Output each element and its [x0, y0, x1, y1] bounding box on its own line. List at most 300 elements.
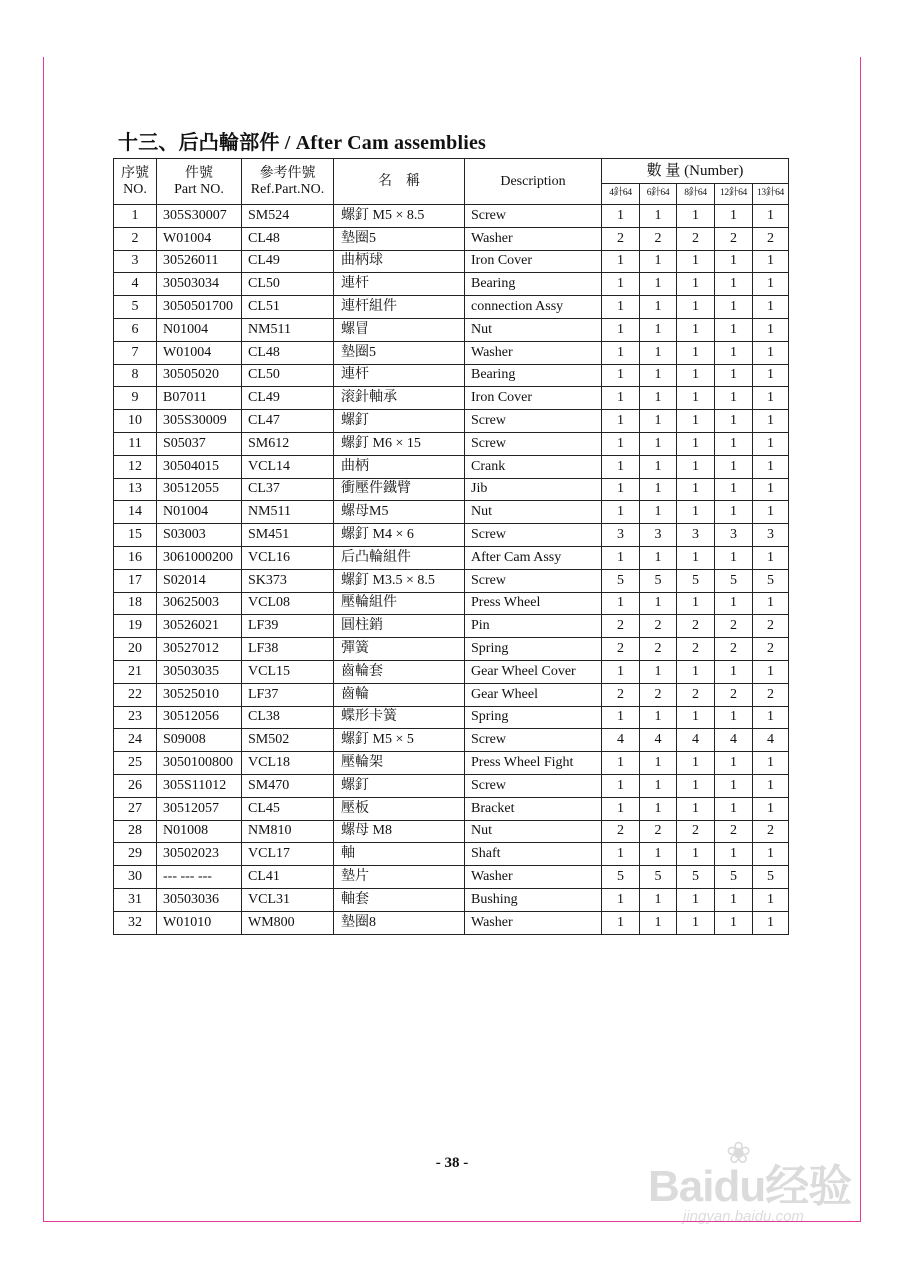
- cell-quantity: 3: [640, 524, 677, 547]
- cell-quantity: 5: [677, 569, 715, 592]
- cell-quantity: 1: [753, 410, 789, 433]
- cell-ref-part-no: CL51: [242, 296, 334, 319]
- cell-no: 7: [114, 341, 157, 364]
- cell-quantity: 1: [640, 273, 677, 296]
- cell-quantity: 1: [640, 660, 677, 683]
- table-row: [114, 797, 789, 820]
- table-header: [114, 159, 789, 205]
- cell-ref-part-no: CL41: [242, 866, 334, 889]
- header-qty-col: 8針64: [677, 184, 715, 205]
- cell-quantity: 1: [715, 455, 753, 478]
- cell-quantity: 1: [715, 296, 753, 319]
- cell-part-no: 30527012: [157, 638, 242, 661]
- cell-description: Gear Wheel: [465, 683, 602, 706]
- cell-no: 1: [114, 205, 157, 228]
- cell-quantity: 1: [602, 911, 640, 934]
- cell-quantity: 1: [602, 478, 640, 501]
- cell-ref-part-no: VCL15: [242, 660, 334, 683]
- cell-ref-part-no: VCL14: [242, 455, 334, 478]
- cell-quantity: 2: [640, 683, 677, 706]
- cell-ref-part-no: VCL31: [242, 888, 334, 911]
- cell-quantity: 2: [753, 638, 789, 661]
- cell-ref-part-no: CL47: [242, 410, 334, 433]
- cell-quantity: 5: [640, 569, 677, 592]
- cell-quantity: 2: [715, 615, 753, 638]
- cell-quantity: 1: [640, 341, 677, 364]
- cell-quantity: 2: [715, 683, 753, 706]
- cell-description: Washer: [465, 866, 602, 889]
- cell-quantity: 2: [753, 615, 789, 638]
- cell-part-no: S02014: [157, 569, 242, 592]
- cell-name: 螺母 M8: [334, 820, 465, 843]
- cell-ref-part-no: SM612: [242, 432, 334, 455]
- cell-quantity: 1: [753, 387, 789, 410]
- cell-quantity: 1: [677, 501, 715, 524]
- cell-quantity: 1: [715, 273, 753, 296]
- cell-quantity: 1: [753, 592, 789, 615]
- cell-description: Shaft: [465, 843, 602, 866]
- cell-part-no: 30504015: [157, 455, 242, 478]
- cell-name: 曲柄: [334, 455, 465, 478]
- cell-ref-part-no: NM810: [242, 820, 334, 843]
- cell-no: 12: [114, 455, 157, 478]
- cell-ref-part-no: LF38: [242, 638, 334, 661]
- cell-quantity: 1: [677, 797, 715, 820]
- cell-quantity: 2: [602, 615, 640, 638]
- table-row: [114, 660, 789, 683]
- cell-quantity: 1: [677, 273, 715, 296]
- cell-quantity: 2: [602, 227, 640, 250]
- cell-name: 連杆組件: [334, 296, 465, 319]
- cell-part-no: 30502023: [157, 843, 242, 866]
- cell-quantity: 1: [753, 296, 789, 319]
- table-row: [114, 592, 789, 615]
- cell-name: 螺母M5: [334, 501, 465, 524]
- cell-name: 墊圈5: [334, 227, 465, 250]
- cell-name: 軸: [334, 843, 465, 866]
- cell-ref-part-no: SM524: [242, 205, 334, 228]
- cell-description: Nut: [465, 318, 602, 341]
- cell-quantity: 2: [602, 683, 640, 706]
- cell-ref-part-no: CL37: [242, 478, 334, 501]
- cell-quantity: 5: [602, 866, 640, 889]
- cell-part-no: S03003: [157, 524, 242, 547]
- cell-quantity: 4: [677, 729, 715, 752]
- cell-quantity: 1: [715, 660, 753, 683]
- cell-quantity: 1: [602, 797, 640, 820]
- cell-name: 后凸輪組件: [334, 546, 465, 569]
- table-row: [114, 387, 789, 410]
- cell-quantity: 1: [677, 752, 715, 775]
- cell-quantity: 1: [602, 250, 640, 273]
- cell-quantity: 1: [640, 797, 677, 820]
- cell-no: 18: [114, 592, 157, 615]
- cell-quantity: 1: [640, 774, 677, 797]
- cell-description: Jib: [465, 478, 602, 501]
- header-qty-col: 4針64: [602, 184, 640, 205]
- cell-quantity: 1: [602, 296, 640, 319]
- cell-quantity: 1: [602, 843, 640, 866]
- cell-quantity: 1: [753, 432, 789, 455]
- cell-quantity: 1: [677, 341, 715, 364]
- cell-quantity: 1: [715, 843, 753, 866]
- cell-no: 31: [114, 888, 157, 911]
- cell-name: 齒輪套: [334, 660, 465, 683]
- cell-description: connection Assy: [465, 296, 602, 319]
- cell-quantity: 1: [602, 432, 640, 455]
- cell-name: 軸套: [334, 888, 465, 911]
- cell-part-no: 30512056: [157, 706, 242, 729]
- cell-quantity: 1: [640, 250, 677, 273]
- cell-no: 10: [114, 410, 157, 433]
- cell-quantity: 1: [753, 752, 789, 775]
- cell-description: Pin: [465, 615, 602, 638]
- cell-no: 23: [114, 706, 157, 729]
- cell-quantity: 1: [715, 205, 753, 228]
- cell-quantity: 1: [715, 546, 753, 569]
- cell-quantity: 1: [640, 911, 677, 934]
- cell-quantity: 2: [753, 683, 789, 706]
- cell-no: 17: [114, 569, 157, 592]
- cell-description: Gear Wheel Cover: [465, 660, 602, 683]
- cell-quantity: 1: [602, 273, 640, 296]
- watermark-logo: Baidu经验: [648, 1162, 852, 1211]
- cell-name: 齒輪: [334, 683, 465, 706]
- cell-ref-part-no: SM470: [242, 774, 334, 797]
- cell-description: Screw: [465, 410, 602, 433]
- table-row: [114, 546, 789, 569]
- cell-description: Crank: [465, 455, 602, 478]
- cell-name: 滚針軸承: [334, 387, 465, 410]
- cell-part-no: 30526021: [157, 615, 242, 638]
- cell-quantity: 2: [753, 820, 789, 843]
- cell-quantity: 1: [602, 546, 640, 569]
- cell-quantity: 1: [753, 843, 789, 866]
- cell-ref-part-no: CL50: [242, 273, 334, 296]
- table-row: [114, 455, 789, 478]
- cell-ref-part-no: CL48: [242, 341, 334, 364]
- cell-part-no: W01004: [157, 227, 242, 250]
- parts-table: [113, 158, 789, 935]
- cell-quantity: 1: [715, 706, 753, 729]
- cell-part-no: 3050100800: [157, 752, 242, 775]
- cell-quantity: 1: [677, 774, 715, 797]
- cell-no: 19: [114, 615, 157, 638]
- cell-no: 5: [114, 296, 157, 319]
- section-title: 十三、后凸輪部件 / After Cam assemblies: [118, 132, 487, 154]
- header-qty-col: 13針64: [753, 184, 789, 205]
- cell-quantity: 1: [715, 318, 753, 341]
- cell-no: 3: [114, 250, 157, 273]
- cell-part-no: 3061000200: [157, 546, 242, 569]
- cell-no: 25: [114, 752, 157, 775]
- cell-quantity: 1: [715, 797, 753, 820]
- cell-quantity: 2: [677, 615, 715, 638]
- cell-quantity: 1: [753, 455, 789, 478]
- cell-quantity: 1: [715, 752, 753, 775]
- cell-quantity: 1: [677, 455, 715, 478]
- cell-quantity: 1: [677, 911, 715, 934]
- cell-quantity: 2: [753, 227, 789, 250]
- cell-description: Bearing: [465, 273, 602, 296]
- cell-quantity: 3: [602, 524, 640, 547]
- paw-icon: ❀: [726, 1137, 752, 1170]
- cell-ref-part-no: SK373: [242, 569, 334, 592]
- cell-name: 墊圈5: [334, 341, 465, 364]
- watermark: [648, 1137, 858, 1240]
- cell-quantity: 1: [753, 478, 789, 501]
- cell-quantity: 1: [640, 478, 677, 501]
- cell-name: 彈簧: [334, 638, 465, 661]
- table-row: [114, 638, 789, 661]
- cell-no: 27: [114, 797, 157, 820]
- cell-quantity: 1: [715, 774, 753, 797]
- cell-quantity: 5: [640, 866, 677, 889]
- header-name: 名 稱: [334, 159, 465, 205]
- cell-quantity: 2: [640, 615, 677, 638]
- cell-quantity: 1: [677, 546, 715, 569]
- cell-no: 26: [114, 774, 157, 797]
- cell-description: Screw: [465, 205, 602, 228]
- cell-quantity: 1: [715, 592, 753, 615]
- watermark-url: jingyan.baidu.com: [683, 1208, 804, 1225]
- cell-no: 14: [114, 501, 157, 524]
- cell-quantity: 2: [640, 638, 677, 661]
- page-border-left: [43, 57, 44, 1222]
- cell-name: 墊片: [334, 866, 465, 889]
- cell-description: Screw: [465, 729, 602, 752]
- cell-no: 24: [114, 729, 157, 752]
- cell-quantity: 1: [640, 432, 677, 455]
- page-border-right: [860, 57, 861, 1222]
- cell-description: Spring: [465, 706, 602, 729]
- cell-part-no: 30505020: [157, 364, 242, 387]
- cell-no: 28: [114, 820, 157, 843]
- cell-ref-part-no: NM511: [242, 318, 334, 341]
- cell-ref-part-no: WM800: [242, 911, 334, 934]
- table-row: [114, 227, 789, 250]
- cell-name: 螺釘: [334, 410, 465, 433]
- cell-no: 9: [114, 387, 157, 410]
- cell-quantity: 1: [640, 205, 677, 228]
- cell-quantity: 1: [715, 432, 753, 455]
- cell-quantity: 2: [715, 638, 753, 661]
- cell-quantity: 1: [715, 341, 753, 364]
- cell-part-no: 305S30007: [157, 205, 242, 228]
- cell-part-no: 30503035: [157, 660, 242, 683]
- cell-part-no: 305S30009: [157, 410, 242, 433]
- cell-no: 30: [114, 866, 157, 889]
- table-row: [114, 341, 789, 364]
- cell-ref-part-no: CL50: [242, 364, 334, 387]
- cell-quantity: 1: [640, 843, 677, 866]
- cell-no: 32: [114, 911, 157, 934]
- table-row: [114, 888, 789, 911]
- cell-part-no: 30625003: [157, 592, 242, 615]
- table-row: [114, 820, 789, 843]
- cell-name: 壓板: [334, 797, 465, 820]
- cell-no: 2: [114, 227, 157, 250]
- cell-name: 壓輪組件: [334, 592, 465, 615]
- cell-ref-part-no: NM511: [242, 501, 334, 524]
- cell-name: 圓柱銷: [334, 615, 465, 638]
- cell-no: 11: [114, 432, 157, 455]
- cell-description: Iron Cover: [465, 387, 602, 410]
- cell-quantity: 2: [677, 227, 715, 250]
- cell-part-no: B07011: [157, 387, 242, 410]
- cell-quantity: 1: [602, 888, 640, 911]
- table-row: [114, 432, 789, 455]
- cell-quantity: 1: [753, 364, 789, 387]
- cell-description: Nut: [465, 820, 602, 843]
- table-row: [114, 911, 789, 934]
- cell-quantity: 1: [715, 387, 753, 410]
- cell-quantity: 5: [715, 569, 753, 592]
- table-row: [114, 683, 789, 706]
- table-row: [114, 478, 789, 501]
- cell-quantity: 2: [602, 638, 640, 661]
- cell-quantity: 1: [753, 774, 789, 797]
- cell-name: 連杆: [334, 273, 465, 296]
- cell-description: Bracket: [465, 797, 602, 820]
- cell-quantity: 2: [677, 638, 715, 661]
- cell-no: 4: [114, 273, 157, 296]
- cell-name: 連杆: [334, 364, 465, 387]
- cell-quantity: 1: [677, 387, 715, 410]
- cell-quantity: 1: [753, 318, 789, 341]
- page-number: - 38 -: [435, 1155, 469, 1171]
- cell-ref-part-no: VCL18: [242, 752, 334, 775]
- cell-quantity: 1: [715, 478, 753, 501]
- cell-quantity: 1: [677, 478, 715, 501]
- table-body: [114, 205, 789, 935]
- cell-quantity: 1: [602, 660, 640, 683]
- cell-name: 墊圈8: [334, 911, 465, 934]
- cell-quantity: 1: [640, 752, 677, 775]
- cell-description: Bushing: [465, 888, 602, 911]
- cell-quantity: 1: [677, 410, 715, 433]
- cell-quantity: 1: [753, 911, 789, 934]
- table-row: [114, 250, 789, 273]
- cell-description: Bearing: [465, 364, 602, 387]
- cell-name: 螺釘 M5 × 5: [334, 729, 465, 752]
- cell-quantity: 1: [640, 364, 677, 387]
- cell-quantity: 1: [602, 455, 640, 478]
- table-row: [114, 410, 789, 433]
- cell-ref-part-no: CL49: [242, 250, 334, 273]
- table-row: [114, 843, 789, 866]
- cell-description: Screw: [465, 524, 602, 547]
- cell-quantity: 1: [640, 888, 677, 911]
- cell-quantity: 3: [753, 524, 789, 547]
- cell-part-no: 30525010: [157, 683, 242, 706]
- cell-part-no: 30526011: [157, 250, 242, 273]
- cell-no: 6: [114, 318, 157, 341]
- table-row: [114, 273, 789, 296]
- cell-quantity: 1: [602, 205, 640, 228]
- table-row: [114, 501, 789, 524]
- cell-no: 16: [114, 546, 157, 569]
- cell-name: 螺冒: [334, 318, 465, 341]
- cell-name: 曲柄球: [334, 250, 465, 273]
- cell-quantity: 1: [640, 706, 677, 729]
- cell-name: 螺釘 M6 × 15: [334, 432, 465, 455]
- cell-quantity: 1: [753, 888, 789, 911]
- cell-name: 螺釘: [334, 774, 465, 797]
- table-row: [114, 205, 789, 228]
- cell-no: 15: [114, 524, 157, 547]
- cell-quantity: 2: [602, 820, 640, 843]
- cell-quantity: 1: [677, 660, 715, 683]
- cell-ref-part-no: SM451: [242, 524, 334, 547]
- cell-part-no: 30503034: [157, 273, 242, 296]
- cell-part-no: N01004: [157, 318, 242, 341]
- cell-quantity: 5: [677, 866, 715, 889]
- cell-quantity: 3: [715, 524, 753, 547]
- cell-quantity: 2: [715, 820, 753, 843]
- table-row: [114, 524, 789, 547]
- cell-part-no: N01004: [157, 501, 242, 524]
- table-row: [114, 296, 789, 319]
- cell-name: 衝壓件鐵臂: [334, 478, 465, 501]
- cell-quantity: 1: [753, 706, 789, 729]
- cell-quantity: 2: [677, 820, 715, 843]
- cell-quantity: 1: [640, 501, 677, 524]
- cell-quantity: 1: [602, 592, 640, 615]
- cell-quantity: 2: [640, 820, 677, 843]
- cell-name: 蝶形卡簧: [334, 706, 465, 729]
- cell-quantity: 1: [715, 364, 753, 387]
- cell-name: 螺釘 M5 × 8.5: [334, 205, 465, 228]
- cell-quantity: 1: [753, 501, 789, 524]
- table-row: [114, 615, 789, 638]
- header-ref-part-no: 參考件號 Ref.Part.NO.: [242, 159, 334, 205]
- cell-ref-part-no: CL48: [242, 227, 334, 250]
- cell-quantity: 3: [677, 524, 715, 547]
- cell-quantity: 1: [753, 250, 789, 273]
- cell-quantity: 1: [715, 501, 753, 524]
- cell-quantity: 1: [640, 455, 677, 478]
- cell-quantity: 5: [715, 866, 753, 889]
- table-row: [114, 364, 789, 387]
- cell-quantity: 1: [677, 888, 715, 911]
- cell-quantity: 5: [753, 569, 789, 592]
- header-qty-col: 6針64: [640, 184, 677, 205]
- cell-quantity: 1: [602, 410, 640, 433]
- cell-quantity: 5: [602, 569, 640, 592]
- cell-no: 22: [114, 683, 157, 706]
- table-row: [114, 729, 789, 752]
- cell-quantity: 1: [602, 706, 640, 729]
- cell-quantity: 1: [677, 432, 715, 455]
- cell-quantity: 1: [753, 797, 789, 820]
- cell-quantity: 1: [602, 341, 640, 364]
- cell-description: Screw: [465, 569, 602, 592]
- table-row: [114, 752, 789, 775]
- cell-ref-part-no: LF37: [242, 683, 334, 706]
- cell-quantity: 1: [677, 364, 715, 387]
- cell-ref-part-no: VCL08: [242, 592, 334, 615]
- cell-part-no: --- --- ---: [157, 866, 242, 889]
- cell-quantity: 2: [640, 227, 677, 250]
- cell-quantity: 1: [715, 888, 753, 911]
- cell-quantity: 1: [602, 774, 640, 797]
- cell-quantity: 1: [677, 205, 715, 228]
- table-row: [114, 866, 789, 889]
- cell-no: 29: [114, 843, 157, 866]
- cell-quantity: 1: [602, 501, 640, 524]
- cell-quantity: 1: [715, 911, 753, 934]
